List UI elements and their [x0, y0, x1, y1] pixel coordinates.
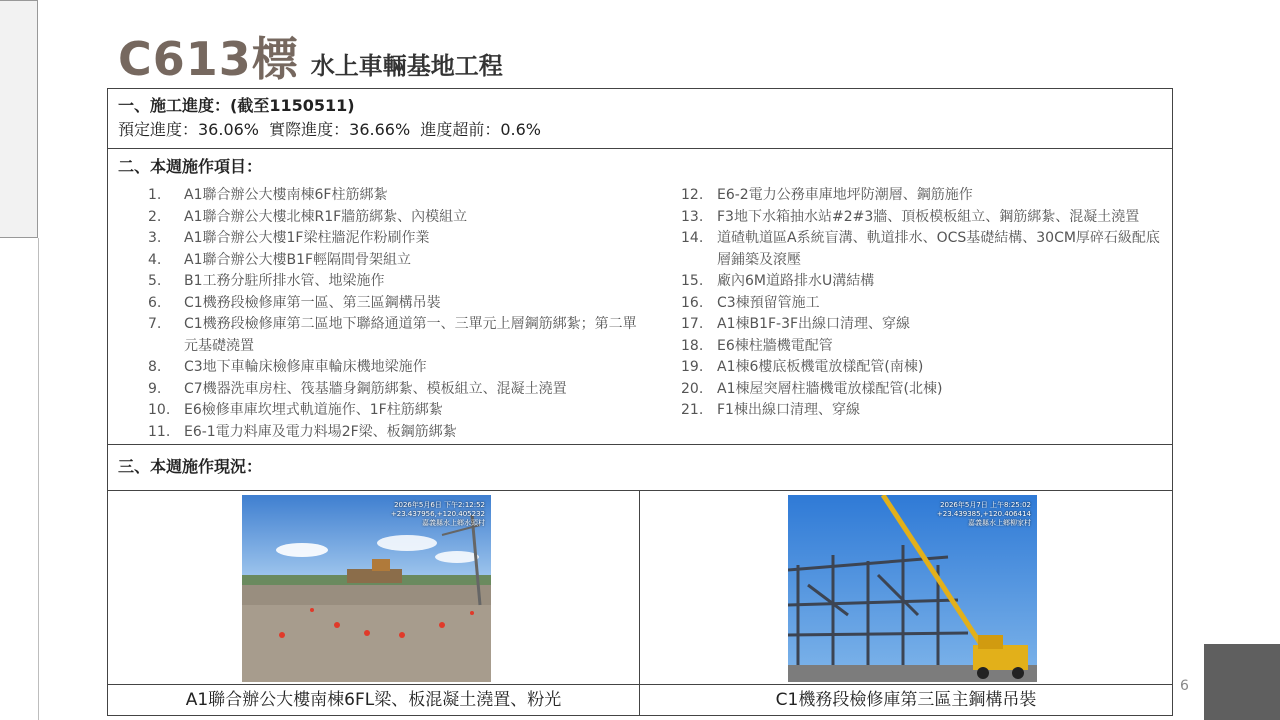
work-item	[681, 314, 1166, 336]
work-item-text: A1棟6樓底板機電放樣配管(南棟)	[717, 359, 924, 375]
work-item-number: 13.	[681, 208, 704, 225]
work-item-number: 16.	[681, 294, 704, 311]
photo-stamp: 2026年5月7日 上午8:25:02 +23.439385,+120.406414 嘉義縣水上鄉柳家村	[936, 501, 1031, 527]
work-item	[681, 400, 1166, 422]
work-item	[148, 422, 638, 444]
work-item	[681, 293, 1166, 315]
work-item-text: C7機器洗車房柱、筏基牆身鋼筋綁紮、模板組立、混凝土澆置	[184, 380, 567, 397]
corner-block	[1204, 644, 1280, 720]
work-item-text: F3地下水箱抽水站#2#3牆、頂板模板組立、鋼筋綁紮、混凝土澆置	[717, 208, 1140, 225]
work-item-text: C1機務段檢修庫第一區、第三區鋼構吊裝	[184, 294, 441, 311]
photo-caption-left: A1聯合辦公大樓南棟6FL梁、板混凝土澆置、粉光	[108, 685, 640, 715]
work-item-text: C3棟預留管施工	[717, 294, 820, 311]
weekly-items-section	[108, 149, 1172, 445]
work-item	[681, 379, 1166, 401]
project-name: 水上車輛基地工程	[310, 52, 503, 80]
work-item-text: C3地下車輪床檢修庫車輪床機地梁施作	[184, 359, 427, 375]
work-item-text: A1棟B1F-3F出線口清理、穿線	[717, 316, 911, 332]
work-item-number: 5.	[148, 273, 162, 289]
work-item-text: E6-1電力料庫及電力料場2F梁、板鋼筋綁紮	[184, 423, 457, 440]
work-item-number: 11.	[148, 423, 171, 440]
page-title	[118, 26, 503, 86]
work-item	[148, 250, 638, 272]
page-number: 6	[1180, 678, 1189, 694]
work-item-number: 20.	[681, 380, 704, 397]
work-item-text: F1棟出線口清理、穿線	[717, 402, 860, 418]
weekly-items-left-list	[148, 185, 638, 443]
work-item	[148, 293, 638, 315]
work-item	[681, 185, 1166, 207]
work-item	[148, 357, 638, 379]
work-item-number: 10.	[148, 402, 171, 418]
work-item	[148, 379, 638, 401]
work-item-number: 8.	[148, 359, 162, 375]
work-item-number: 3.	[148, 230, 162, 246]
work-item-number: 19.	[681, 359, 704, 375]
weekly-items-heading: 二、本週施作項目：	[118, 157, 263, 176]
work-item-number: 1.	[148, 187, 162, 203]
work-item	[681, 357, 1166, 379]
site-photo-concrete-pour	[242, 495, 491, 682]
photo-stamp: 2026年5月6日 下午2:12:52 +23.437956,+120.405232 嘉義縣水上鄉水頭村	[390, 501, 485, 527]
side-tab	[0, 0, 38, 238]
work-item	[681, 336, 1166, 358]
work-item-text: A1聯合辦公大樓南棟6F柱筋綁紮	[184, 187, 388, 203]
work-item	[681, 228, 1166, 271]
work-item-text: E6檢修車庫坎埋式軌道施作、1F柱筋綁紮	[184, 402, 443, 418]
work-item-number: 12.	[681, 187, 704, 203]
work-item	[148, 228, 638, 250]
work-item-number: 6.	[148, 294, 162, 311]
work-item-number: 9.	[148, 380, 162, 397]
work-item-text: B1工務分駐所排水管、地梁施作	[184, 273, 385, 289]
work-item-text: A1聯合辦公大樓1F梁柱牆泥作粉刷作業	[184, 230, 430, 246]
status-section	[108, 445, 1172, 491]
progress-values: 預定進度：36.06% 實際進度：36.66% 進度超前：0.6%	[118, 120, 542, 139]
work-item-text: A1聯合辦公大樓北棟R1F牆筋綁紮、內模組立	[184, 208, 468, 225]
work-item-text: E6棟柱牆機電配管	[717, 337, 833, 354]
contract-code: C613標	[118, 32, 299, 86]
work-item-text: A1聯合辦公大樓B1F輕隔間骨架組立	[184, 251, 412, 268]
photo-cell-left	[108, 491, 640, 685]
work-item-number: 4.	[148, 251, 162, 268]
work-item	[148, 185, 638, 207]
work-item	[148, 271, 638, 293]
report-table	[107, 88, 1173, 716]
work-item-number: 15.	[681, 273, 704, 289]
work-item	[681, 207, 1166, 229]
work-item	[148, 207, 638, 229]
work-item-number: 21.	[681, 402, 704, 418]
work-item	[148, 314, 638, 357]
work-item-number: 2.	[148, 208, 162, 225]
site-photo-steel-erection	[788, 495, 1037, 682]
weekly-items-right-list	[681, 185, 1166, 422]
work-item	[148, 400, 638, 422]
photo-cell-right	[640, 491, 1172, 685]
work-item-number: 7.	[148, 316, 162, 332]
work-item-text: E6-2電力公務車庫地坪防潮層、鋼筋施作	[717, 187, 973, 203]
photo-caption-right: C1機務段檢修庫第三區主鋼構吊裝	[775, 690, 1037, 710]
work-item-number: 18.	[681, 337, 704, 354]
work-item-number: 17.	[681, 316, 704, 332]
work-item-text: A1棟屋突層柱牆機電放樣配管(北棟)	[717, 380, 943, 397]
work-item-text: C1機務段檢修庫第二區地下聯絡通道第一、三單元上層鋼筋綁紮；第二單元基礎澆置	[184, 316, 637, 354]
progress-section	[108, 89, 1172, 149]
status-heading: 三、本週施作現況：	[118, 457, 263, 476]
work-item-number: 14.	[681, 230, 704, 246]
work-item	[681, 271, 1166, 293]
work-item-text: 道碴軌道區A系統盲溝、軌道排水、OCS基礎結構、30CM厚碎石級配底層鋪築及滾壓	[717, 230, 1160, 268]
work-item-text: 廠內6M道路排水U溝結構	[717, 273, 875, 289]
progress-heading: 一、施工進度：(截至1150511)	[118, 96, 355, 115]
side-divider	[38, 238, 39, 720]
